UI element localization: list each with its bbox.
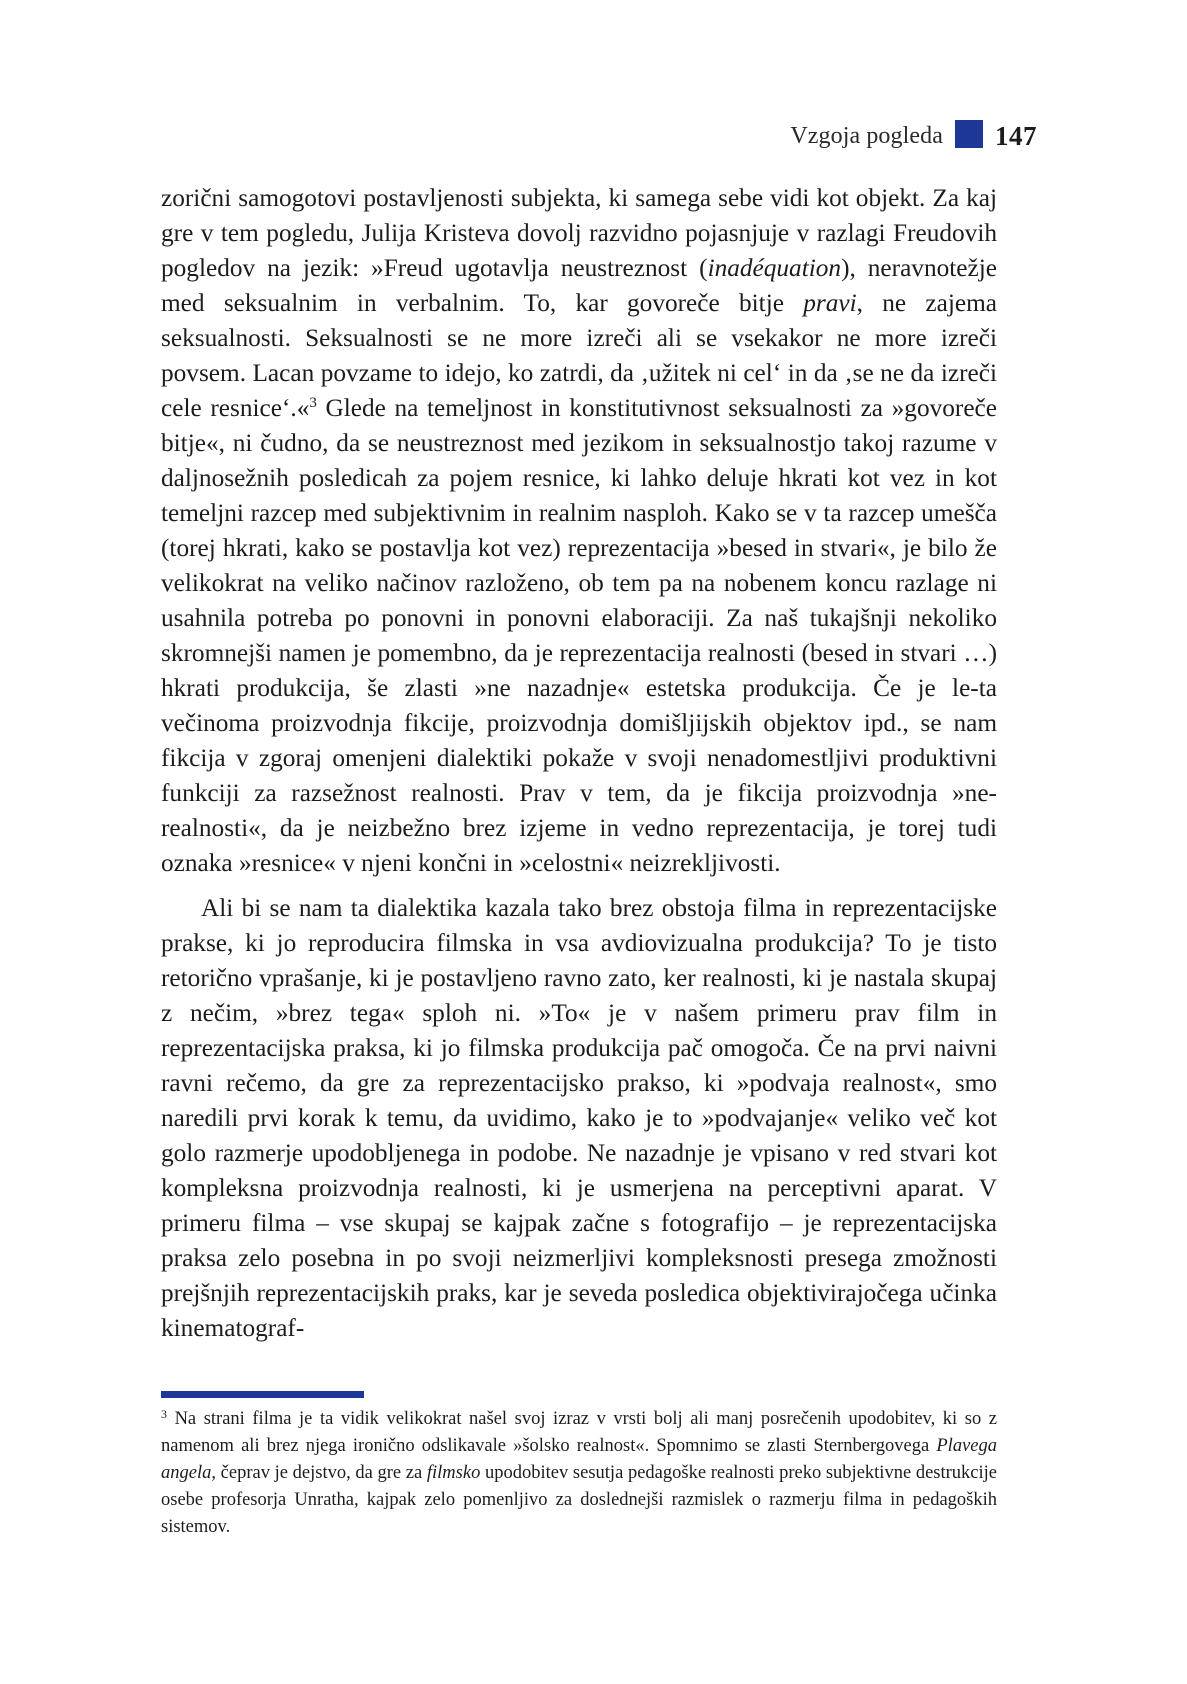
paragraph-2: Ali bi se nam ta dialektika kazala tako brez obstoja filma in reprezentacijske prakse, ki jo reproducira filmska in vsa avdiovizualna produkcija? To je tisto retorično vprašanje, ki je postavljeno ravno zato, ker realnosti, ki je nastala skupaj z nečim, »brez tega« sploh ni. »To« je v našem primeru prav film in reprezentacijska praksa, ki jo filmska produkcija pač omogoča. Če na prvi naivni ravni rečemo, da gre za reprezentacijsko prakso, ki »podvaja realnost«, smo naredili prvi korak k temu, da uvidimo, kako je to »podvajanje« veliko več kot golo razmerje upodobljenega in podobe. Ne nazadnje je vpisano v red stvari kot kompleksna proizvodnja realnosti, ki je usmerjena na perceptivni aparat. V primeru filma – vse skupaj se kajpak začne s fotografijo – je reprezentacijska praksa zelo posebna in po svoji neizmerljivi kompleksnosti presega zmožnosti prejšnjih reprezentacijskih praks, kar je seveda posledica objektivirajočega učinka kinematograf- (161, 894, 997, 1342)
footnote-italic-filmsko: filmsko (426, 1463, 481, 1483)
paragraph-1-text-a: zorični samogotovi postavljenosti subjekta, ki samega sebe vidi kot objekt. Za kaj gre v tem pogledu, Julija Kristeva dovolj razvidno pojasnjuje v razlagi Freudovih pogledov na jezik: »Freud ugotavlja neustreznost ( (161, 184, 997, 282)
footnote-number: 3 (161, 1407, 167, 1421)
footnote (161, 1401, 997, 1541)
paragraph-1-text-e: , ne zajema seksualnosti. Seksualnosti se ne more izreči ali se vsekakor ne more izreči povsem. Lacan povzame to idejo, ko zatrdi, da ‚užitek ni cel‘ in da ‚se ne da izreči cele resnice‘.« (161, 289, 997, 422)
accent-square-mark (955, 120, 983, 148)
paragraph-1-italic-inadequation: inadéquation (707, 254, 842, 282)
page-number: 147 (995, 120, 1037, 151)
paragraph-1-text-f: Glede na temeljnost in konstitutivnost seksualnosti za »govoreče bitje«, ni čudno, da se neustreznost med jezikom in seksualnostjo takoj razume v daljnosežnih posledicah za pojem resnice, ki lahko deluje hkrati kot vez in kot temeljni razcep med subjektivnim in realnim nasploh. Kako se v ta razcep umešča (torej hkrati, kako se postavlja kot vez) reprezentacija »besed in stvari«, je bilo že velikokrat na veliko načinov razloženo, ob tem pa na nobenem koncu razlage ni usahnila potreba po ponovni in ponovni elaboraciji. Za naš tukajšnji nekoliko skromnejši namen je pomembno, da je reprezentacija realnosti (besed in stvari …) hkrati produkcija, še zlasti »ne nazadnje« estetska produkcija. Če je le-ta večinoma proizvodnja fikcije, proizvodnja domišljijskih objektov ipd., se nam fikcija v zgoraj omenjeni dialektiki pokaže v svoji nenadomestljivi produktivni funkciji za razsežnost realnosti. Prav v tem, da je fikcija proizvodnja »ne-realnosti«, da je neizbežno brez izjeme in vedno reprezentacija, je torej tudi oznaka »resnice« v njeni končni in »celostni« neizrekljivosti. (161, 394, 998, 877)
running-title: Vzgoja pogleda (790, 122, 943, 149)
footnote-separator (161, 1391, 364, 1398)
paragraph-1-italic-pravi: pravi (803, 289, 857, 317)
running-header (790, 116, 1037, 156)
footnote-text-a: Na strani filma je ta vidik velikokrat našel svoj izraz v vrsti bolj ali manj posrečenih upodobitev, ki so z namenom ali brez njega ironično odslikavale »šolsko realnost«. Spomnimo se zlasti Sternbergovega (161, 1409, 997, 1456)
footnote-text-e: upodobitev sesutja pedagoške realnosti preko subjektivne destrukcije osebe profesorja Unratha, kajpak zelo pomenljivo za doslednejši razmislek o razmerju filma in pedagoških sistemov. (161, 1463, 997, 1537)
paragraph-1 (161, 181, 997, 881)
footnote-reference[interactable]: 3 (309, 395, 317, 411)
footnote-italic-plavega-angela: Plavega angela (161, 1436, 997, 1483)
paragraph-1-text-c: ), neravnotežje med seksualnim in verbalnim. To, kar govoreče bitje (161, 254, 997, 317)
footnote-text-c: , čeprav je dejstvo, da gre za (211, 1463, 427, 1483)
main-text (161, 181, 997, 1346)
